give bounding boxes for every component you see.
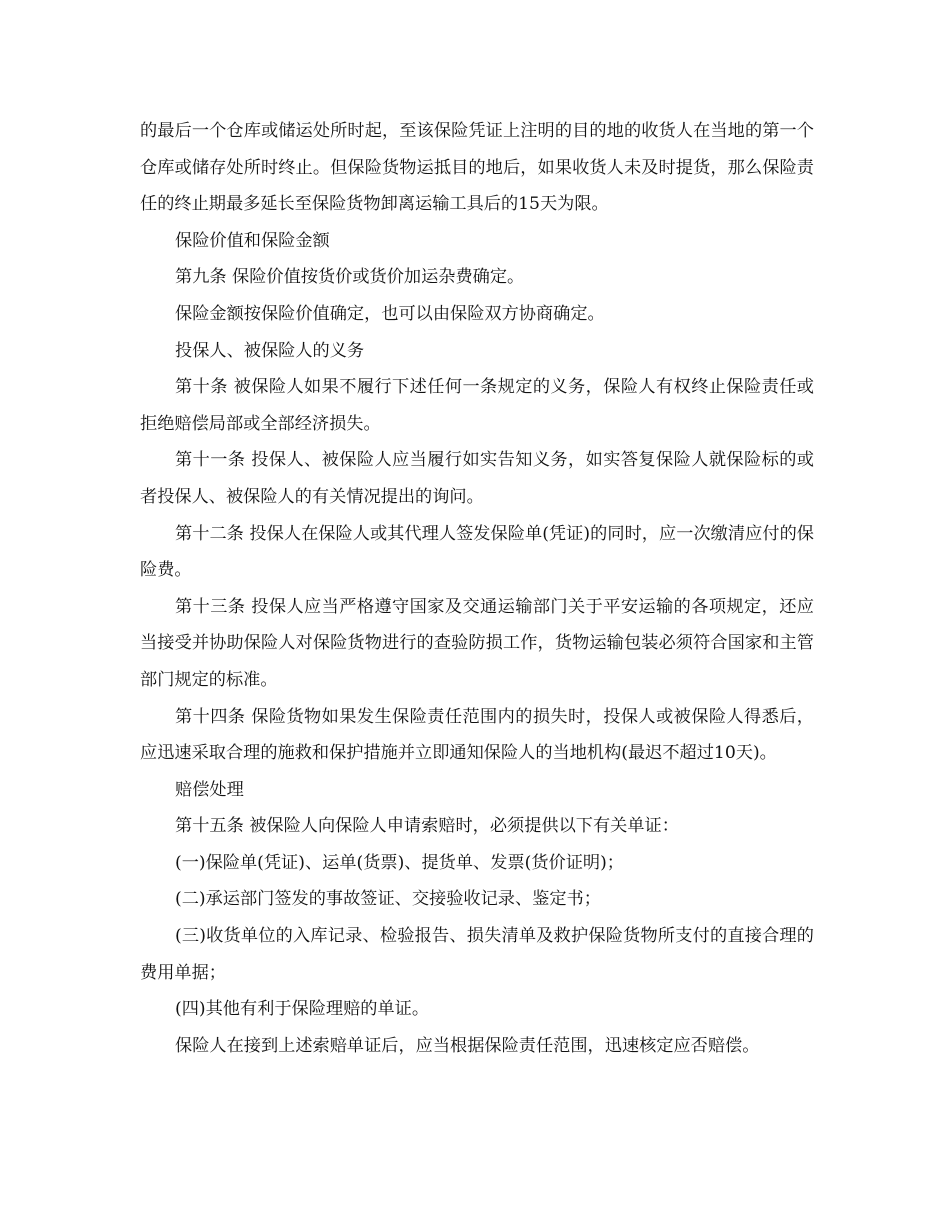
article-paragraph: 第十五条 被保险人向保险人申请索赔时，必须提供以下有关单证： xyxy=(175,816,679,837)
section-heading: 保险价值和保险金额 xyxy=(175,230,330,251)
paragraph: 的最后一个仓库或储运处所时起，至该保险凭证上注明的目的地的收货人在当地的第一个仓库或储存处所时终止。但保险货物运抵目的地后，如果收货人未及时提货，那么保险责任的终止期最多延长至保险货物卸离运输工具后的15天为限。 xyxy=(140,121,814,215)
list-item: (二)承运部门签发的事故签证、交接验收记录、鉴定书； xyxy=(175,889,601,910)
article-paragraph: 第十条 被保险人如果不履行下述任何一条规定的义务，保险人有权终止保险责任或拒绝赔偿局部或全部经济损失。 xyxy=(140,377,814,434)
section-heading: 投保人、被保险人的义务 xyxy=(175,340,365,361)
list-item: (四)其他有利于保险理赔的单证。 xyxy=(175,999,430,1020)
section-heading: 赔偿处理 xyxy=(175,779,244,800)
document-body xyxy=(140,113,814,1064)
article-paragraph: 第十三条 投保人应当严格遵守国家及交通运输部门关于平安运输的各项规定，还应当接受并协助保险人对保险货物进行的查验防损工作，货物运输包装必须符合国家和主管部门规定的标准。 xyxy=(140,596,814,690)
article-paragraph: 第十二条 投保人在保险人或其代理人签发保险单(凭证)的同时，应一次缴清应付的保险费。 xyxy=(140,523,814,581)
article-paragraph: 第十一条 投保人、被保险人应当履行如实告知义务，如实答复保险人就保险标的或者投保人、被保险人的有关情况提出的询问。 xyxy=(140,450,814,507)
article-paragraph: 第九条 保险价值按货价或货价加运杂费确定。 xyxy=(175,267,525,288)
article-paragraph: 第十四条 保险货物如果发生保险责任范围内的损失时，投保人或被保险人得悉后，应迅速采取合理的施救和保护措施并立即通知保险人的当地机构(最迟不超过10天)。 xyxy=(140,706,814,764)
list-item: (一)保险单(凭证)、运单(货票)、提货单、发票(货价证明)； xyxy=(175,852,624,873)
paragraph: 保险金额按保险价值确定，也可以由保险双方协商确定。 xyxy=(175,303,605,324)
list-item: (三)收货单位的入库记录、检验报告、损失清单及救护保险货物所支付的直接合理的费用单据； xyxy=(140,926,814,983)
paragraph: 保险人在接到上述索赔单证后，应当根据保险责任范围，迅速核定应否赔偿。 xyxy=(175,1035,760,1056)
